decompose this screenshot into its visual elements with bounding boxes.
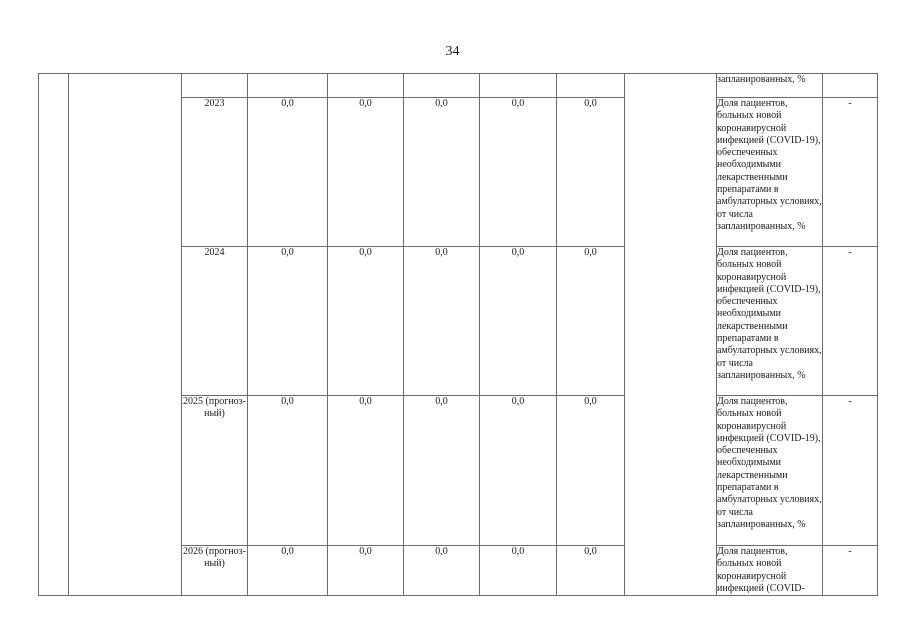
executor-cell xyxy=(625,74,717,596)
indicator-text: запланированных, % xyxy=(717,74,806,85)
value-cell-4: 0,0 xyxy=(480,546,557,596)
value-cell-3: 0,0 xyxy=(404,247,480,396)
target-cell: - xyxy=(823,396,878,546)
indicator-cell xyxy=(717,247,823,396)
value-cell-2: 0,0 xyxy=(328,396,404,546)
indicator-text: Доля пациентов, больных новой коронавирусной инфекцией (COVID-19), обеспеченных необходимыми лекарственными препаратами в амбулаторных условиях, от числа запланированных, % xyxy=(717,396,822,530)
value-cell-3 xyxy=(404,74,480,98)
target-cell: - xyxy=(823,247,878,396)
program-table xyxy=(38,73,878,596)
year-cell xyxy=(182,74,248,98)
year-cell: 2026 (прогноз-ный) xyxy=(182,546,248,596)
indicator-cell xyxy=(717,546,823,596)
value-cell-3: 0,0 xyxy=(404,396,480,546)
indicator-cell xyxy=(717,98,823,247)
target-cell: - xyxy=(823,546,878,596)
value-cell-5 xyxy=(557,74,625,98)
value-cell-1: 0,0 xyxy=(248,98,328,247)
table-row xyxy=(39,74,878,98)
value-cell-3: 0,0 xyxy=(404,546,480,596)
year-cell: 2023 xyxy=(182,98,248,247)
value-cell-5: 0,0 xyxy=(557,396,625,546)
value-cell-2 xyxy=(328,74,404,98)
value-cell-5: 0,0 xyxy=(557,546,625,596)
indicator-text: Доля пациентов, больных новой коронавирусной инфекцией (COVID-19), обеспеченных необходимыми лекарственными препаратами в амбулаторных условиях, от числа запланированных, % xyxy=(717,247,822,381)
value-cell-4: 0,0 xyxy=(480,396,557,546)
value-cell-1: 0,0 xyxy=(248,546,328,596)
indicator-cell xyxy=(717,74,823,98)
value-cell-1: 0,0 xyxy=(248,247,328,396)
value-cell-2: 0,0 xyxy=(328,98,404,247)
value-cell-1: 0,0 xyxy=(248,396,328,546)
value-cell-3: 0,0 xyxy=(404,98,480,247)
value-cell-4: 0,0 xyxy=(480,247,557,396)
indicator-cell xyxy=(717,396,823,546)
value-cell-1 xyxy=(248,74,328,98)
value-cell-5: 0,0 xyxy=(557,247,625,396)
measure-cell xyxy=(69,74,182,596)
indicator-text: Доля пациентов, больных новой коронавирусной инфекцией (COVID- xyxy=(717,546,805,594)
value-cell-4: 0,0 xyxy=(480,98,557,247)
page-number: 34 xyxy=(445,44,460,59)
number-cell xyxy=(39,74,69,596)
value-cell-2: 0,0 xyxy=(328,546,404,596)
indicator-text: Доля пациентов, больных новой коронавирусной инфекцией (COVID-19), обеспеченных необходимыми лекарственными препаратами в амбулаторных условиях, от числа запланированных, % xyxy=(717,98,822,232)
value-cell-2: 0,0 xyxy=(328,247,404,396)
target-cell: - xyxy=(823,98,878,247)
year-cell: 2025 (прогноз-ный) xyxy=(182,396,248,546)
value-cell-5: 0,0 xyxy=(557,98,625,247)
target-cell xyxy=(823,74,878,98)
value-cell-4 xyxy=(480,74,557,98)
year-cell: 2024 xyxy=(182,247,248,396)
